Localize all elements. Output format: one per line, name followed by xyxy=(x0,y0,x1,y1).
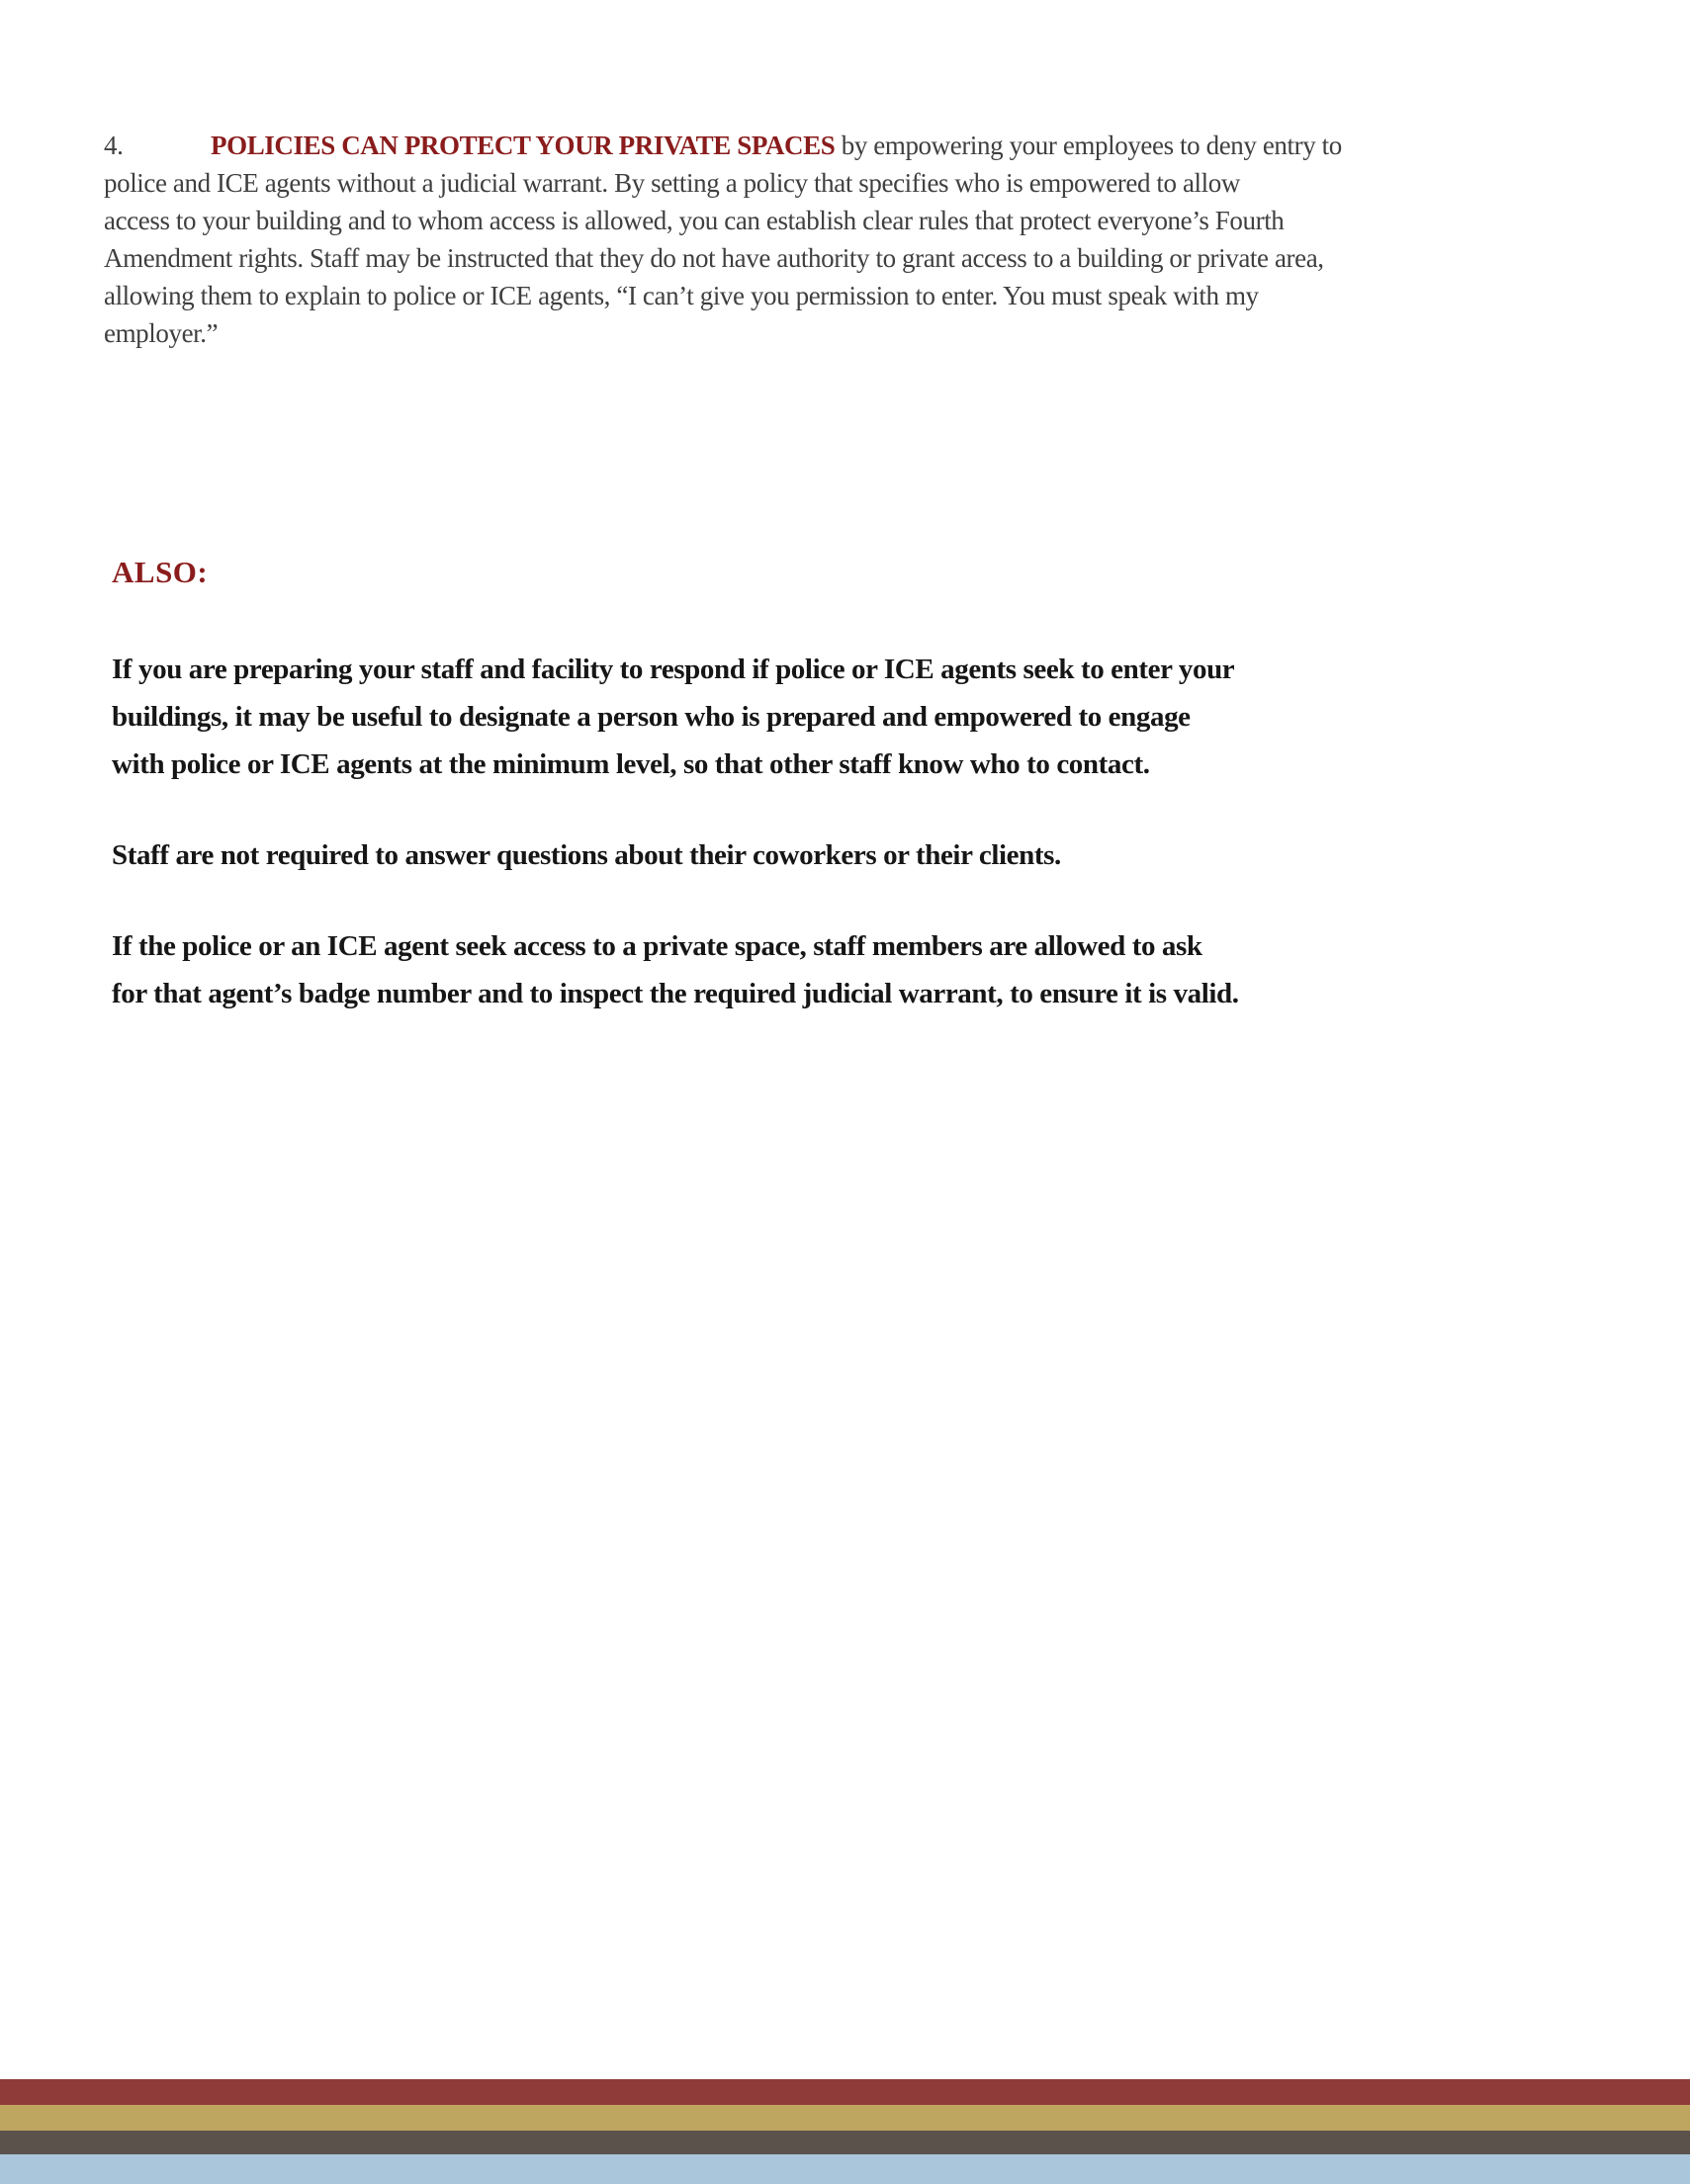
text-line: police and ICE agents without a judicial warrant. By setting a policy that specifies who is empowered to allow xyxy=(104,168,1240,198)
text-line: employer.” xyxy=(104,318,219,348)
guidance-paragraphs xyxy=(112,646,1239,1017)
text-line: for that agent’s badge number and to inspect the required judicial warrant, to ensure it is valid. xyxy=(112,978,1239,1009)
list-number: 4. xyxy=(104,131,124,160)
policy-heading: POLICIES CAN PROTECT YOUR PRIVATE SPACES xyxy=(211,131,836,160)
numbered-policy-paragraph xyxy=(104,127,1342,352)
text-line xyxy=(104,127,1342,164)
guidance-paragraph-badge-and-warrant xyxy=(112,922,1239,1017)
footer-stripe-gold xyxy=(0,2105,1690,2131)
text-line: If you are preparing your staff and facility to respond if police or ICE agents seek to enter your xyxy=(112,654,1235,685)
footer-stripe-red xyxy=(0,2079,1690,2105)
footer-stripe-brown xyxy=(0,2131,1690,2154)
footer-stripes xyxy=(0,2079,1690,2184)
guidance-paragraph-designate-person xyxy=(112,646,1239,788)
text-line: with police or ICE agents at the minimum level, so that other staff know who to contact. xyxy=(112,748,1150,780)
text-line: access to your building and to whom access is allowed, you can establish clear rules that protect everyone’s Fourth xyxy=(104,206,1285,235)
guidance-paragraph-not-required-to-answer xyxy=(112,831,1239,879)
policy-intro-text: by empowering your employees to deny entry to xyxy=(835,131,1342,160)
text-line: buildings, it may be useful to designate a person who is prepared and empowered to engage xyxy=(112,701,1191,733)
text-line: Staff are not required to answer questions about their coworkers or their clients. xyxy=(112,839,1061,871)
footer-stripe-blue xyxy=(0,2154,1690,2184)
policy-paragraph-lines xyxy=(104,164,1342,352)
text-line: If the police or an ICE agent seek access to a private space, staff members are allowed to ask xyxy=(112,930,1202,962)
also-heading: ALSO: xyxy=(112,555,209,589)
text-line: allowing them to explain to police or ICE agents, “I can’t give you permission to enter. You must speak with my xyxy=(104,281,1259,310)
text-line: Amendment rights. Staff may be instructed that they do not have authority to grant access to a building or private area, xyxy=(104,243,1324,273)
